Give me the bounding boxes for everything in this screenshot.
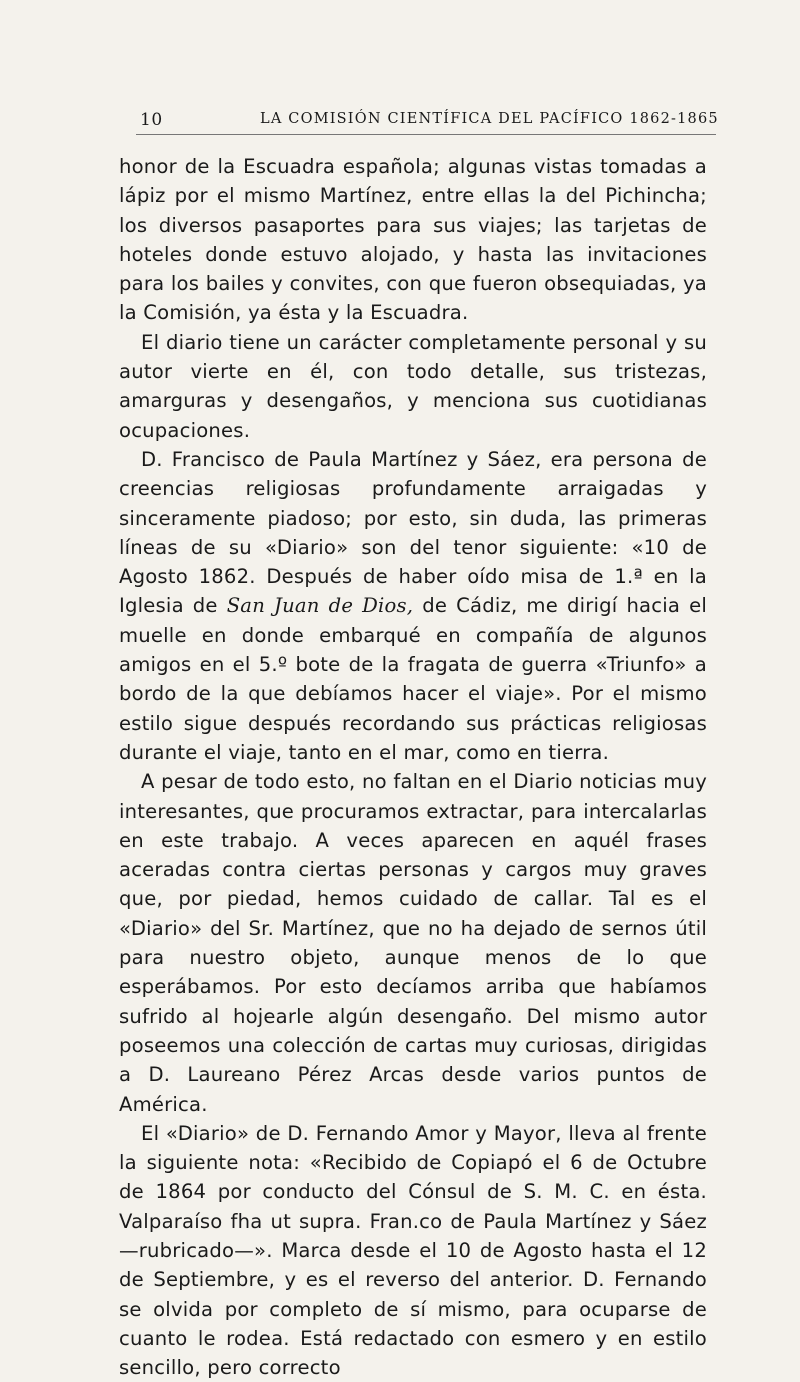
paragraph-5: El «Diario» de D. Fernando Amor y Mayor, lleva al frente la siguiente nota: «Recibido de Copiapó el 6 de Octubre de 1864 por conducto del Cónsul de S. M. C. en ésta. Valparaíso fha ut supra. Fran.co de Paula Martínez y Sáez—rubricado—». Marca desde el 10 de Agosto hasta el 12 de Septiembre, y es el reverso del anterior. D. Fernando se olvida por completo de sí mismo, para ocuparse de cuanto le rodea. Está redactado con esmero y en estilo sencillo, pero correcto bbox=[119, 1121, 707, 1380]
header-rule bbox=[136, 134, 716, 135]
paragraph-4: A pesar de todo esto, no faltan en el Diario noticias muy interesantes, que procuramos extractar, para intercalarlas en este trabajo. A veces aparecen en aquél frases aceradas contra ciertas personas y cargos muy graves que, por piedad, hemos cuidado de callar. Tal es el «Diario» del Sr. Martínez, que no ha dejado de sernos útil para nuestro objeto, aunque menos de lo que esperábamos. Por esto decíamos arriba que habíamos sufrido al hojearle algún desengaño. Del mismo autor poseemos una colección de cartas muy curiosas, dirigidas a D. Laureano Pérez Arcas desde varios puntos de América. bbox=[119, 770, 707, 1116]
paragraph-1: honor de la Escuadra española; algunas vistas tomadas a lápiz por el mismo Martínez, entre ellas la del Pichincha; los diversos pasaportes para sus viajes; las tarjetas de hoteles donde estuvo alojado, y hasta las invitaciones para los bailes y convites, con que fueron obsequiadas, ya la Comisión, ya ésta y la Escuadra. bbox=[119, 155, 707, 325]
paragraph-3-before: D. Francisco de Paula Martínez y Sáez, era persona de creencias religiosas profundamente arraigadas y sinceramente piadoso; por esto, sin duda, las primeras líneas de su «Diario» son del tenor siguiente: «10 de Agosto 1862. Después de haber oído misa de 1.ª en la Iglesia de bbox=[119, 447, 707, 618]
paragraph-3-after: de Cádiz, me dirigí hacia el muelle en donde embarqué en compañía de algunos amigos en el 5.º bote de la fragata de guerra «Triunfo» a bordo de la que debíamos hacer el viaje». Por el mismo estilo sigue después recordando sus prácticas religiosas durante el viaje, tanto en el mar, como en tierra. bbox=[119, 594, 707, 764]
page-number: 10 bbox=[140, 110, 163, 130]
running-title: LA COMISIÓN CIENTÍFICA DEL PACÍFICO 1862-1865 bbox=[260, 111, 719, 127]
paragraph-2: El diario tiene un carácter completamente personal y su autor vierte en él, con todo detalle, sus tristezas, amarguras y desengaños, y menciona sus cuotidianas ocupaciones. bbox=[119, 330, 707, 442]
running-header bbox=[96, 104, 719, 134]
paragraph-3 bbox=[119, 445, 707, 767]
church-name-italic: San Juan de Dios, bbox=[226, 594, 414, 618]
body-text bbox=[119, 152, 707, 1382]
